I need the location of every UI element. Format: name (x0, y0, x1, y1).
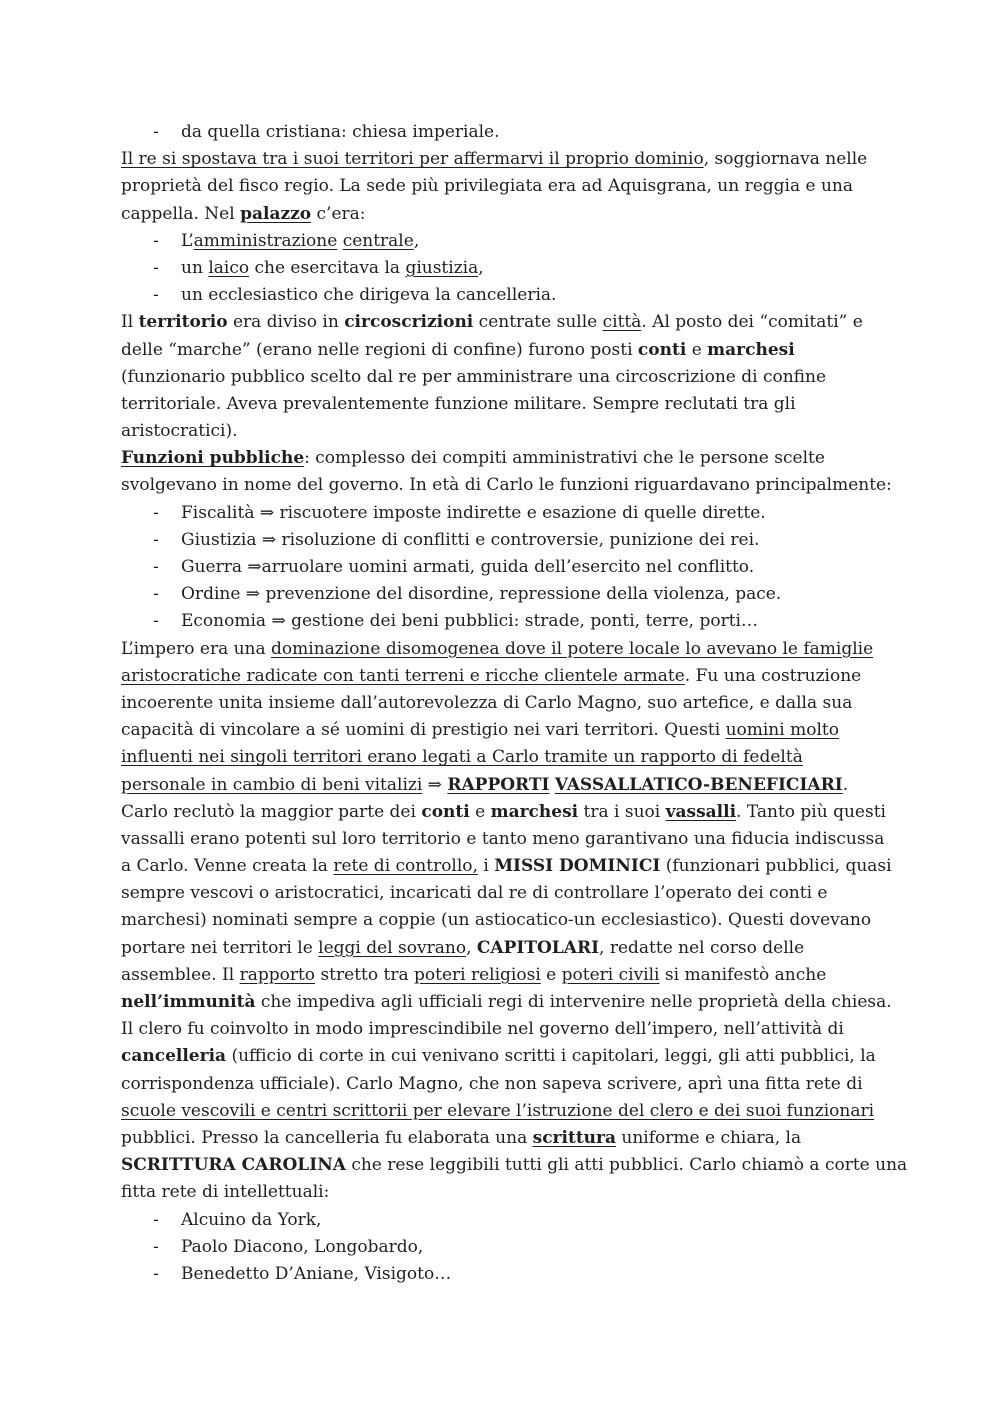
text-segment: Economia ⇒ gestione dei beni pubblici: strade, ponti, terre, porti… (181, 611, 758, 632)
list-item (121, 1261, 891, 1288)
text-line (121, 799, 891, 826)
text-segment: . Al posto dei “comitati” e (641, 312, 863, 333)
text-segment: . Tanto più questi (736, 801, 886, 822)
text-segment: cappella. Nel (121, 203, 241, 224)
text-segment: , redatte nel corso delle (599, 937, 805, 958)
text-segment: sempre vescovi o aristocratici, incaricati dal re di controllare l’operato dei conti e (121, 883, 828, 904)
text-segment: e (686, 339, 708, 360)
text-line (121, 1098, 891, 1125)
bold-term: conti (421, 801, 470, 822)
text-segment: Il clero fu coinvolto in modo imprescindibile nel governo dell’impero, nell’attività di (121, 1019, 844, 1040)
text-segment: (funzionari pubblici, quasi (660, 856, 892, 877)
text-segment: capacità di vincolare a sé uomini di prestigio nei vari territori. Questi (121, 720, 726, 741)
bold-term: palazzo (240, 203, 312, 224)
underlined-text: centrale (342, 230, 414, 251)
text-line (121, 1043, 891, 1070)
text-segment: tra i suoi (578, 801, 666, 822)
text-line (121, 337, 891, 364)
text-line (121, 989, 891, 1016)
text-line (121, 364, 891, 391)
bold-term: nell’immunità (121, 992, 256, 1012)
text-segment: Alcuino da York, (181, 1209, 322, 1230)
document-page (121, 119, 908, 1288)
bold-term: territorio (138, 312, 228, 333)
text-segment: , (478, 257, 484, 278)
underlined-text: poteri civili (561, 964, 660, 985)
bold-term: MISSI DOMINICI (494, 856, 661, 877)
text-line (121, 853, 891, 880)
list-item (121, 1234, 891, 1261)
text-line (121, 445, 891, 472)
text-segment: centrate sulle (473, 312, 603, 333)
text-segment: svolgevano in nome del governo. In età di Carlo le funzioni riguardavano principalmente: (121, 475, 892, 496)
text-segment: territoriale. Aveva prevalentemente funzione militare. Sempre reclutati tra gli (121, 393, 796, 414)
underlined-text: poteri religiosi (414, 964, 541, 985)
text-line (121, 690, 891, 717)
text-segment: , (466, 937, 477, 958)
text-segment: un (181, 257, 209, 278)
list-item (121, 255, 891, 282)
text-segment: , soggiornava nelle (703, 149, 868, 170)
text-segment: assemblee. Il (121, 964, 240, 985)
text-segment: . (842, 774, 849, 795)
text-segment: Carlo reclutò la maggior parte dei (121, 801, 422, 822)
bold-term: VASSALLATICO-BENEFICIARI (554, 774, 843, 795)
text-segment: che esercitava la (249, 257, 406, 278)
underlined-text: dominazione disomogenea dove il potere locale lo avevano le famiglie (271, 638, 874, 659)
text-segment: pubblici. Presso la cancelleria fu elaborata una (121, 1127, 533, 1148)
underlined-text: Il re si spostava tra i suoi territori per affermarvi il proprio dominio (121, 149, 704, 170)
text-line (121, 962, 891, 989)
list-item (121, 608, 891, 635)
list-item (121, 119, 891, 146)
text-segment: c’era: (311, 203, 366, 224)
text-line (121, 146, 891, 173)
text-segment: Il (121, 312, 139, 333)
underlined-text: uomini molto (725, 720, 839, 741)
text-segment: incoerente unita insieme dall’autorevolezza di Carlo Magno, suo artefice, e dalla sua (121, 692, 853, 713)
list-item (121, 282, 891, 309)
text-segment: L’impero era una (121, 638, 272, 659)
text-line (121, 391, 891, 418)
underlined-text: scuole vescovili e centri scrittorii per elevare l’istruzione del clero e dei suoi funzionari (121, 1100, 875, 1121)
list-item (121, 1207, 891, 1234)
bold-term: CAPITOLARI (476, 937, 600, 958)
text-segment: da quella cristiana: chiesa imperiale. (181, 122, 500, 142)
list-item (121, 527, 891, 554)
text-segment: stretto tra (315, 964, 414, 985)
list-item (121, 581, 891, 608)
text-segment: che rese leggibili tutti gli atti pubblici. Carlo chiamò a corte una (345, 1155, 908, 1176)
text-segment: i (477, 856, 495, 877)
text-segment: Benedetto D’Aniane, Visigoto… (181, 1263, 452, 1284)
text-segment: Guerra ⇒arruolare uomini armati, guida dell’esercito nel conflitto. (181, 557, 755, 577)
bold-term: marchesi (490, 801, 579, 822)
underlined-text: giustizia (405, 257, 479, 278)
text-line (121, 772, 891, 799)
text-line (121, 201, 891, 228)
bold-term: Funzioni pubbliche (121, 448, 305, 469)
text-line (121, 1125, 891, 1152)
text-segment: . Fu una costruzione (684, 665, 862, 686)
bold-term: conti (637, 339, 687, 360)
text-line (121, 880, 891, 907)
text-segment: fitta rete di intellettuali: (121, 1182, 330, 1203)
text-segment: L’ (181, 230, 194, 251)
underlined-text: rapporto (239, 964, 316, 985)
text-segment: si manifestò anche (659, 964, 827, 985)
text-segment: un ecclesiastico che dirigeva la cancelleria. (181, 285, 557, 306)
text-segment: Giustizia ⇒ risoluzione di conflitti e controversie, punizione dei rei. (181, 529, 760, 550)
text-line (121, 1152, 908, 1179)
text-segment: ⇒ (422, 774, 448, 795)
text-line (121, 418, 891, 445)
text-line (121, 935, 891, 962)
list-item (121, 228, 891, 255)
bold-term: cancelleria (121, 1046, 227, 1067)
text-line (121, 826, 891, 853)
text-segment: Ordine ⇒ prevenzione del disordine, repressione della violenza, pace. (181, 584, 782, 605)
underlined-text: laico (208, 257, 250, 278)
text-line (121, 907, 891, 934)
text-segment: che impediva agli ufficiali regi di intervenire nelle proprietà della chiesa. (255, 992, 892, 1012)
text-line (121, 636, 891, 663)
text-segment: proprietà del fisco regio. La sede più privilegiata era ad Aquisgrana, un reggia e una (121, 176, 853, 197)
bold-term: SCRITTURA CAROLINA (121, 1155, 346, 1176)
list-item (121, 500, 891, 527)
text-line (121, 309, 891, 336)
text-segment: uniforme e chiara, la (616, 1127, 802, 1148)
bold-term: scrittura (532, 1127, 616, 1148)
bold-term: circoscrizioni (344, 312, 474, 333)
text-segment: a Carlo. Venne creata la (121, 856, 334, 877)
text-line (121, 663, 891, 690)
text-line (121, 173, 891, 200)
text-segment: delle “marche” (erano nelle regioni di confine) furono posti (121, 339, 638, 360)
text-segment: marchesi) nominati sempre a coppie (un astiocatico-un ecclesiastico). Questi dovevano (121, 910, 872, 931)
underlined-text: amministrazione (193, 230, 338, 251)
underlined-text: aristocratiche radicate con tanti terreni e ricche clientele armate (121, 665, 685, 686)
text-line (121, 744, 891, 771)
underlined-text: influenti nei singoli territori erano legati a Carlo tramite un rapporto di fedeltà (121, 747, 803, 768)
underlined-text: rete di controllo, (333, 856, 478, 877)
text-line (121, 717, 891, 744)
underlined-text: leggi del sovrano (318, 937, 467, 958)
text-segment: e (540, 964, 562, 985)
text-segment: , (413, 230, 420, 251)
bold-term: marchesi (707, 339, 795, 360)
text-segment: Paolo Diacono, Longobardo, (181, 1236, 424, 1257)
underlined-text: città (602, 312, 642, 333)
text-line (121, 472, 891, 499)
text-line (121, 1016, 891, 1043)
text-segment: era diviso in (227, 312, 345, 333)
text-segment: vassalli erano potenti sul loro territorio e tanto meno garantivano una fiducia indiscussa (121, 828, 885, 849)
underlined-text: personale in cambio di beni vitalizi (121, 774, 423, 795)
text-line (121, 1071, 891, 1098)
text-segment: : complesso dei compiti amministrativi che le persone scelte (304, 448, 825, 469)
bold-term: vassalli (665, 801, 737, 822)
text-segment: portare nei territori le (121, 937, 319, 958)
text-segment: aristocratici). (121, 421, 238, 442)
text-line (121, 1179, 891, 1206)
text-segment: (funzionario pubblico scelto dal re per amministrare una circoscrizione di confine (121, 366, 827, 387)
text-segment: Fiscalità ⇒ riscuotere imposte indirette e esazione di quelle dirette. (181, 502, 766, 523)
text-segment: corrispondenza ufficiale). Carlo Magno, che non sapeva scrivere, aprì una fitta rete di (121, 1073, 863, 1094)
text-segment: e (469, 801, 491, 822)
list-item (121, 554, 891, 581)
bold-term: RAPPORTI (447, 774, 550, 795)
text-segment: (ufficio di corte in cui venivano scritti i capitolari, leggi, gli atti pubblici, la (226, 1046, 876, 1067)
